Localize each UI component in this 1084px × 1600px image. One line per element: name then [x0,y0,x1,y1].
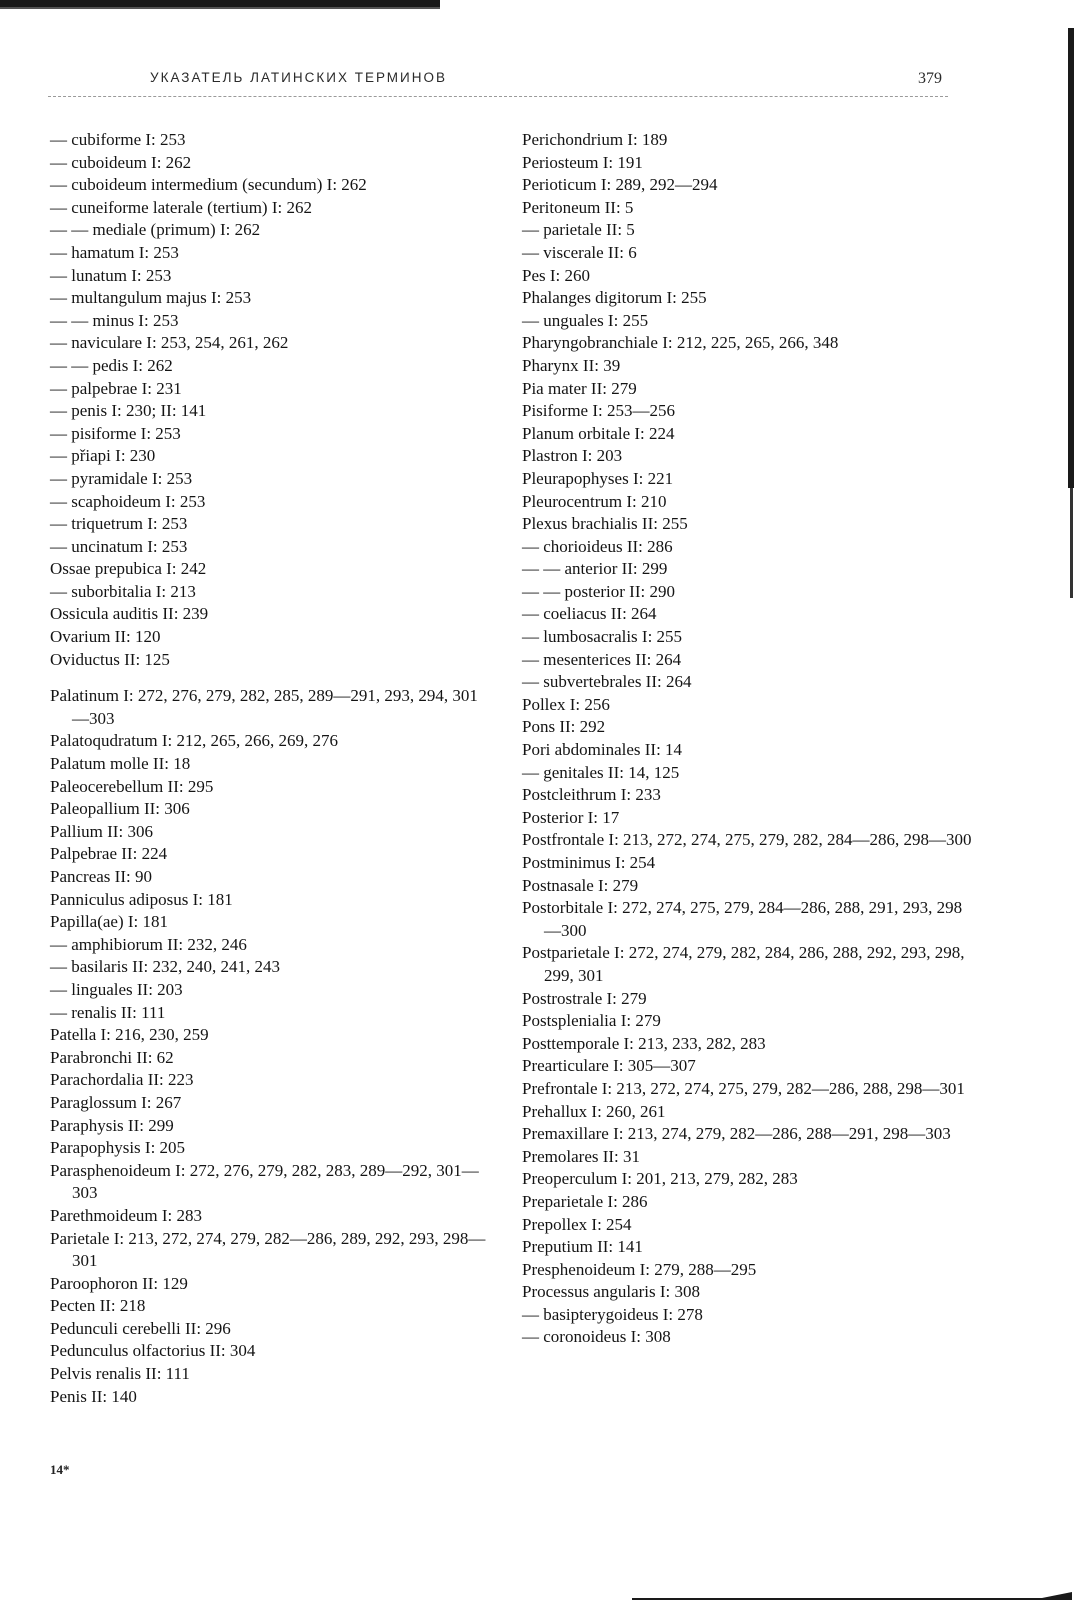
index-entry: Plastron I: 203 [522,446,623,466]
index-entry: Ossae prepubica I: 242 [50,559,207,579]
index-entry: Pleurocentrum I: 210 [522,491,667,511]
index-entry: — hamatum I: 253 [50,242,179,262]
index-entry: — — mediale (primum) I: 262 [50,220,261,240]
index-entry: Postsplenialia I: 279 [522,1011,661,1031]
index-entry: Premolares II: 31 [522,1146,641,1166]
index-entry: Palatoqudratum I: 212, 265, 266, 269, 276 [50,731,339,751]
index-entry: Prepollex I: 254 [522,1214,632,1234]
index-column-right [522,129,972,1349]
index-entry: Preoperculum I: 201, 213, 279, 282, 283 [522,1169,798,1189]
index-entry: Pisiforme I: 253—256 [522,401,675,421]
index-entry: Pelvis renalis II: 111 [50,1364,190,1384]
index-entry: Postcleithrum I: 233 [522,785,661,805]
index-entry: — coronoideus I: 308 [522,1327,671,1347]
index-entry: — cubiforme I: 253 [50,130,186,149]
index-entry: — — anterior II: 299 [522,559,668,579]
index-entry: Perioticum I: 289, 292—294 [522,175,718,195]
index-entry: Parapophysis I: 205 [50,1138,186,1158]
index-entry: Peritoneum II: 5 [522,197,634,217]
index-entry: Parabronchi II: 62 [50,1047,174,1067]
index-entry: Paleocerebellum II: 295 [50,776,214,796]
index-entry: Palatum molle II: 18 [50,754,191,774]
index-entry: Pedunculus olfactorius II: 304 [50,1341,256,1361]
index-entry: — — pedis I: 262 [50,355,173,375]
index-column-left [50,129,490,1408]
index-entry: — mesenterices II: 264 [522,649,682,669]
top-edge-rule [0,0,440,7]
index-entry: Pecten II: 218 [50,1296,146,1316]
index-entry: Pleurapophyses I: 221 [522,468,674,488]
index-entry: — naviculare I: 253, 254, 261, 262 [50,333,289,353]
header-rule [48,96,948,97]
index-entry: Ovarium II: 120 [50,627,161,647]
index-entry: Prearticulare I: 305—307 [522,1056,696,1076]
index-entry: Pharyngobranchiale I: 212, 225, 265, 266, 348 [522,333,839,353]
index-entry: Postfrontale I: 213, 272, 274, 275, 279, 282, 284—286, 298—300 [522,830,972,850]
index-entry: Postorbitale I: 272, 274, 275, 279, 284—286, 288, 291, 293, 298—300 [522,898,963,940]
index-entry: Paraphysis II: 299 [50,1115,174,1135]
index-entry: Patella I: 216, 230, 259 [50,1025,209,1045]
index-entry: Perichondrium I: 189 [522,130,668,149]
index-entry: Pons II: 292 [522,717,606,737]
index-entry: — cuboideum I: 262 [50,152,192,172]
index-entry: — pyramidale I: 253 [50,468,193,488]
index-entry: — lunatum I: 253 [50,265,172,285]
index-entry: — renalis II: 111 [50,1002,166,1022]
index-entry: Pia mater II: 279 [522,378,637,398]
top-edge-rule-thin [0,7,440,9]
index-entry: Posttemporale I: 213, 233, 282, 283 [522,1033,766,1053]
index-entry: Oviductus II: 125 [50,649,170,669]
index-entry: Prefrontale I: 213, 272, 274, 275, 279, 282—286, 288, 298—301 [522,1078,965,1098]
index-entry: — genitales II: 14, 125 [522,762,680,782]
index-entry: Parasphenoideum I: 272, 276, 279, 282, 283, 289—292, 301—303 [50,1160,479,1203]
index-entry: Parethmoideum I: 283 [50,1205,203,1225]
index-entry: Processus angularis I: 308 [522,1282,701,1302]
index-entry: Paleopallium II: 306 [50,799,190,819]
index-entry: Pedunculi cerebelli II: 296 [50,1318,231,1338]
signature-mark: 14* [50,1462,70,1477]
index-entry: Pallium II: 306 [50,821,153,841]
index-entry: Preparietale I: 286 [522,1191,648,1211]
index-entry: Papilla(ae) I: 181 [50,912,169,932]
index-entry: — amphibiorum II: 232, 246 [50,934,247,954]
index-entry: Penis II: 140 [50,1386,137,1406]
index-entry: Postrostrale I: 279 [522,988,647,1008]
index-entry: Periosteum I: 191 [522,152,643,172]
index-entry: — chorioideus II: 286 [522,536,673,556]
index-entry: Plexus brachialis II: 255 [522,514,688,534]
index-entry: — multangulum majus I: 253 [50,288,252,308]
index-entry: Paraglossum I: 267 [50,1092,182,1112]
index-entry: — — minus I: 253 [50,310,179,330]
index-entry: Pori abdominales II: 14 [522,740,683,760]
index-entry: Palatinum I: 272, 276, 279, 282, 285, 289—291, 293, 294, 301—303 [50,686,478,728]
running-title: УКАЗАТЕЛЬ ЛАТИНСКИХ ТЕРМИНОВ [150,70,448,85]
index-entry: Ossicula auditis II: 239 [50,604,209,624]
index-entry: Paroophoron II: 129 [50,1273,188,1293]
index-entry: Palpebrae II: 224 [50,844,168,864]
index-entry: Prehallux I: 260, 261 [522,1101,666,1121]
index-entry: — subvertebrales II: 264 [522,672,692,692]
index-entry: Planum orbitale I: 224 [522,423,675,443]
index-entry: — unguales I: 255 [522,310,649,330]
page-number: 379 [918,70,942,87]
index-entry: Phalanges digitorum I: 255 [522,288,707,308]
index-entry: Posterior I: 17 [522,807,620,827]
index-entry: Postminimus I: 254 [522,853,656,872]
index-entry: — suborbitalia I: 213 [50,581,196,601]
index-entry: Pollex I: 256 [522,694,610,714]
index-entry: — pisiforme I: 253 [50,423,181,443]
index-entry: — přiapi I: 230 [50,446,156,466]
scan-corner-mark [632,1592,1072,1600]
index-entry: Parietale I: 213, 272, 274, 279, 282—286, 289, 292, 293, 298—301 [50,1228,486,1271]
index-entry: Postparietale I: 272, 274, 279, 282, 284, 286, 288, 292, 293, 298, 299, 301 [522,943,965,985]
index-entry: — viscerale II: 6 [522,242,637,262]
index-entry: — palpebrae I: 231 [50,378,182,398]
index-entry: — lumbosacralis I: 255 [522,627,683,647]
index-entry: Postnasale I: 279 [522,875,639,895]
right-edge-bar [1068,28,1074,488]
index-entry: — parietale II: 5 [522,220,635,240]
index-entry: — cuboideum intermedium (secundum) I: 262 [50,175,367,195]
index-entry: — — posterior II: 290 [522,581,675,601]
index-entry: Pharynx II: 39 [522,355,621,375]
index-entry: — triquetrum I: 253 [50,514,188,534]
index-entry: Pancreas II: 90 [50,867,152,886]
index-entry: — basipterygoideus I: 278 [522,1304,703,1324]
index-entry: — cuneiforme laterale (tertium) I: 262 [50,197,312,217]
index-entry: Parachordalia II: 223 [50,1070,194,1090]
index-entry: Premaxillare I: 213, 274, 279, 282—286, 288—291, 298—303 [522,1124,951,1144]
index-entry: — scaphoideum I: 253 [50,491,206,511]
index-entry: — basilaris II: 232, 240, 241, 243 [50,957,280,977]
index-entry: — linguales II: 203 [50,979,183,999]
right-edge-bar-lower [1070,488,1073,598]
index-entry: Preputium II: 141 [522,1237,643,1257]
index-entry: — penis I: 230; II: 141 [50,401,207,421]
index-entry: — uncinatum I: 253 [50,536,188,556]
index-entry: — coeliacus II: 264 [522,604,657,624]
index-entry: Presphenoideum I: 279, 288—295 [522,1259,757,1279]
index-entry: Pes I: 260 [522,265,590,285]
index-entry: Panniculus adiposus I: 181 [50,889,233,909]
